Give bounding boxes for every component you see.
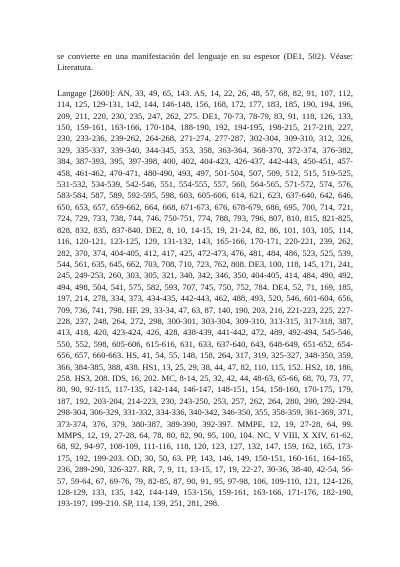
document-page [57,51,353,510]
paragraph-continuation: se convierte en una manifestación del lenguaje en su espesor (DE1, 502). Véase: Literatura. [57,51,353,73]
paragraph-langage-entry: Langage [2600]: AN, 33, 49, 65, 143. AS, 14, 22, 26, 48, 57, 68, 82, 91, 107, 112, 114, 125, 129-131, 142, 144, 146-148, 156, 168, 172, 177, 183, 185, 190, 194, 196, 209, 211, 220, 230, 235, 247, 262, 275. DE1, 70-73, 78-79, 83, 91, 118, 126, 133, 150, 159-161, 163-166, 170-184, 188-190, 192, 194-195, 198-215, 217-218, 227, 230, 233-236, 239-262, 264-268, 271-274, 277-287, 302-304, 309-310, 312, 326, 329, 335-337, 339-340, 344-345, 353, 358, 363-364, 368-370, 372-374, 376-382, 384, 387-393, 395, 397-398, 400, 402, 404-423, 426-437, 442-443, 450-451, 457-458, 461-462, 470-471, 480-490, 493, 497, 501-504, 507, 509, 512, 515, 519-525, 531-532, 534-539, 542-546, 551, 554-555, 557, 560, 564-565, 571-572, 574, 576, 583-584, 587, 589, 592-595, 598, 603, 605-606, 614, 621, 623, 637-640, 642, 646, 650, 653, 657, 659-662, 664, 668, 671-673, 676, 678-679, 686, 695, 700, 714, 721, 724, 729, 733, 738, 744, 746, 750-751, 774, 788, 793, 796, 807, 810, 815, 821-825, 828, 832, 835, 837-840. DE2, 8, 10, 14-15, 19, 21-24, 82, 86, 101, 103, 105, 114, 116, 120-121, 123-125, 129, 131-132, 143, 165-166, 170-171, 220-221, 239, 262, 282, 370, 374, 404-405, 412, 417, 425, 472-473, 476, 481, 484, 486, 523, 525, 539, 544, 561, 635, 645, 662, 703, 708, 710, 723, 762, 808. DE3, 100, 118, 145, 171, 241, 245, 249-253, 260, 303, 305, 321, 340, 342, 346, 350, 404-405, 414, 484, 490, 492, 494, 498, 504, 541, 575, 582, 593, 707, 745, 750, 752, 784. DE4, 52, 71, 169, 185, 197, 214, 278, 334, 373, 434-435, 442-443, 462, 488, 493, 520, 546, 601-604, 656, 709, 736, 741, 798. HF, 29, 33-34, 47, 63, 87, 140, 190, 203, 216, 221-223, 225, 227-228, 237, 248, 264, 272, 298, 300-301, 303-304, 309-310, 313-315, 317-318, 387, 413, 418, 420, 423-424, 426, 428, 438-439, 441-442, 472, 489, 492-494, 545-546, 550, 552, 598, 605-606, 615-616, 631, 633, 637-640, 643, 648-649, 651-652, 654-656, 657, 660-663. HS, 41, 54, 55, 148, 158, 264, 317, 319, 325-327, 348-350, 359, 366, 384-385, 388, 438. HS1, 13, 25, 29, 38, 44, 47, 82, 110, 115, 152. HS2, 18, 186, 258. HS3, 208. IDS, 16, 202. MC, 8-14, 25, 32, 42, 44, 48-63, 65-66, 68, 70, 73, 77, 80, 90, 92-115, 117-135, 142-144, 146-147, 148-151, 154, 158-160, 170-175, 179, 187, 192, 203-204, 214-223, 230, 243-250, 253, 257, 262, 264, 280, 290, 292-294, 298-304, 306-329, 331-332, 334-336, 340-342, 346-350, 355, 358-359, 361-369, 371, 373-374, 376, 379, 380-387, 389-390, 392-397. MMPE, 12, 19, 27-28, 64, 99. MMPS, 12, 19, 27-28, 64, 78, 80, 82, 90, 95, 100, 104. NC, V VIII, X XIV, 61-62, 68, 92, 94-97, 108-109, 111-116, 118, 120, 123, 127, 132, 147, 159, 162, 165, 173-175, 192, 199-203. OD, 30, 50, 63. PP, 143, 146, 149, 150-151, 160-161, 164-165, 236, 289-290, 326-327. RR, 7, 9, 11, 13-15, 17, 19, 22-27, 30-36, 38-40, 42-54, 56-57, 59-64, 67, 69-76, 79, 82-85, 87, 90, 91, 95, 97-98, 106, 109-110, 121, 124-126, 128-129, 133, 135, 142, 144-149, 153-156, 159-161, 163-166, 171-176, 182-190, 193-197, 199-210. SP, 114, 139, 251, 281, 298. [57,87,353,509]
paragraph-spacer [57,74,353,88]
